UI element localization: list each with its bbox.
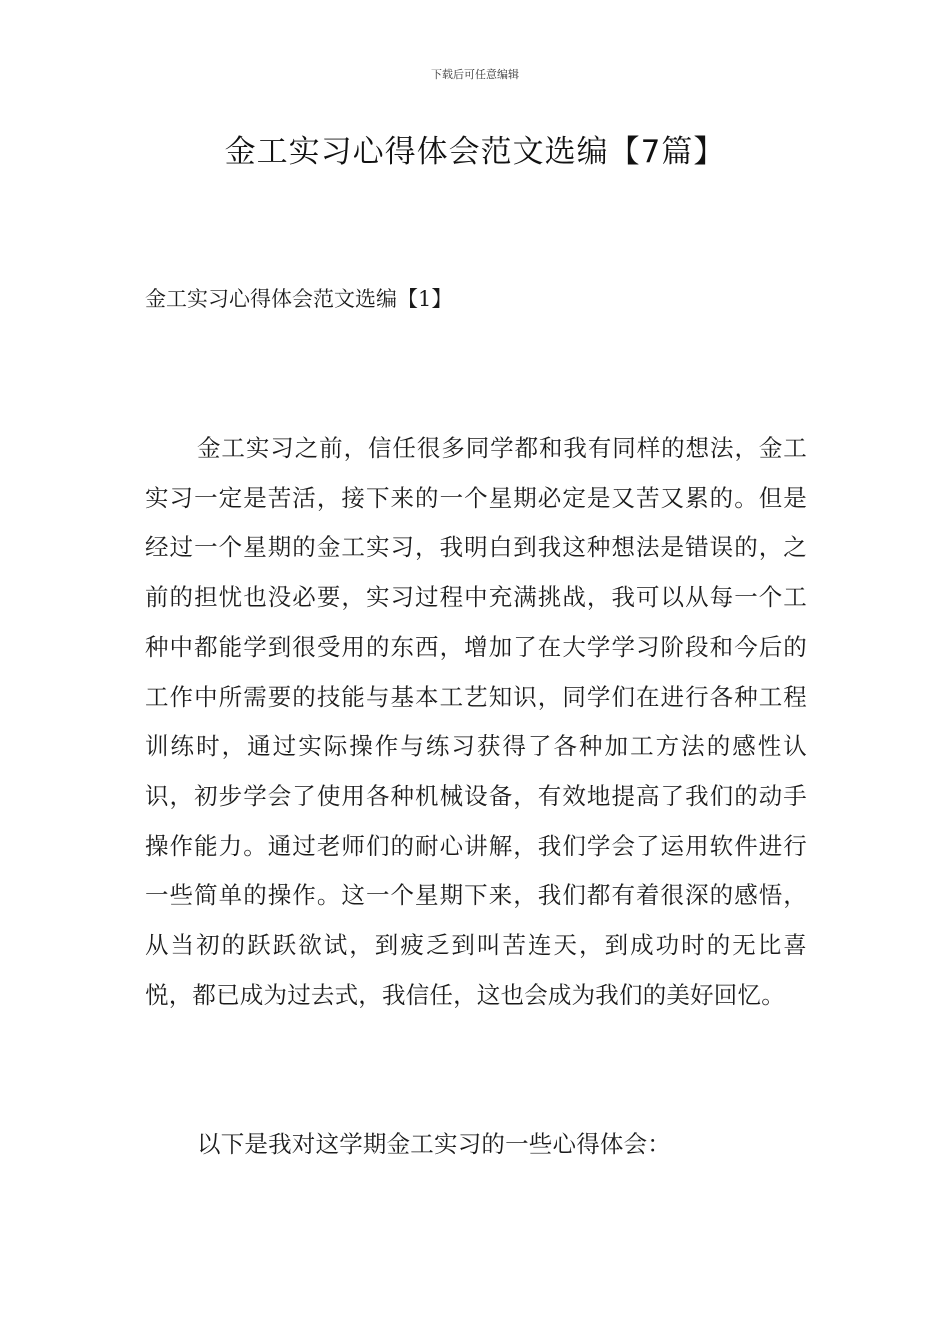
body-paragraph-2: 以下是我对这学期金工实习的一些心得体会： bbox=[197, 1130, 671, 1158]
document-title: 金工实习心得体会范文选编【7篇】 bbox=[224, 134, 726, 170]
section-heading: 金工实习心得体会范文选编【1】 bbox=[145, 287, 453, 311]
body-paragraph-1: 金工实习之前，信任很多同学都和我有同样的想法，金工实习一定是苦活，接下来的一个星期必定是又苦又累的。但是经过一个星期的金工实习，我明白到我这种想法是错误的，之前的担忧也没必要，实习过程中充满挑战，我可以从每一个工种中都能学到很受用的东西，增加了在大学学习阶段和今后的工作中所需要的技能与基本工艺知识，同学们在进行各种工程训练时，通过实际操作与练习获得了各种加工方法的感性认识，初步学会了使用各种机械设备，有效地提高了我们的动手操作能力。通过老师们的耐心讲解，我们学会了运用软件进行一些简单的操作。这一个星期下来，我们都有着很深的感悟，从当初的跃跃欲试，到疲乏到叫苦连天，到成功时的无比喜悦，都已成为过去式，我信任，这也会成为我们的美好回忆。 bbox=[145, 434, 807, 1009]
header-note: 下载后可任意编辑 bbox=[431, 68, 519, 81]
